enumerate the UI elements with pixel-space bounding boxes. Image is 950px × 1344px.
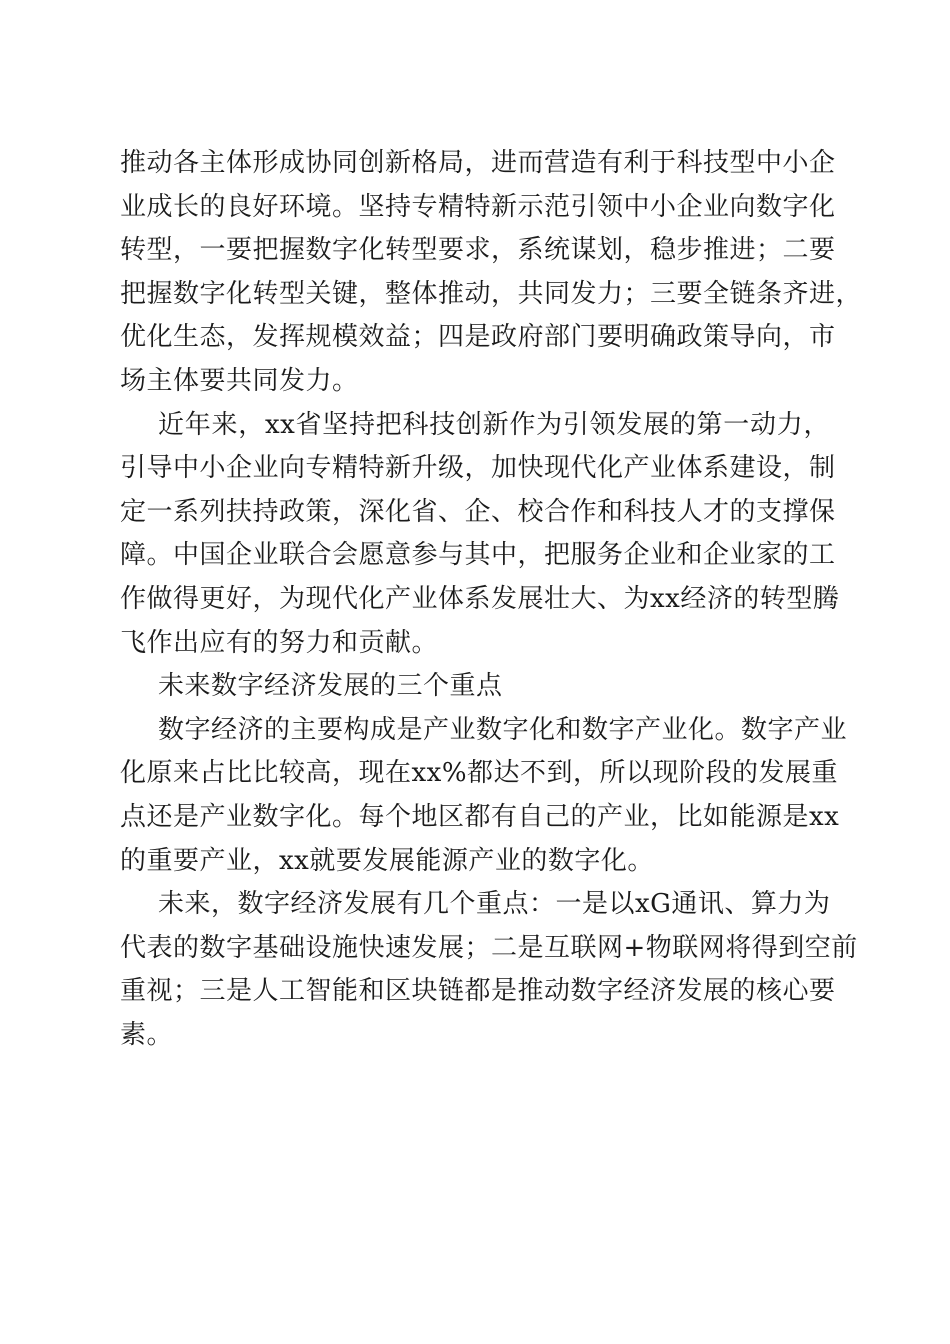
text-line: 重视；三是人工智能和区块链都是推动数字经济发展的核心要: [120, 976, 836, 1007]
text-line: 的重要产业，xx就要发展能源产业的数字化。: [120, 845, 654, 876]
text-line: 转型，一要把握数字化转型要求，系统谋划，稳步推进；二要: [120, 235, 836, 266]
text-line: 引导中小企业向专精特新升级，加快现代化产业体系建设，制: [120, 453, 836, 484]
section-heading: [120, 665, 830, 709]
text-line: 近年来，xx省坚持把科技创新作为引领发展的第一动力，: [158, 409, 830, 440]
document-body: [120, 142, 863, 1057]
paragraph-4: [120, 883, 858, 1057]
text-line: 场主体要共同发力。: [120, 365, 359, 396]
text-line: 障。中国企业联合会愿意参与其中，把服务企业和企业家的工: [120, 540, 836, 571]
paragraph-2: [120, 404, 840, 666]
text-line: 化原来占比比较高，现在xx%都达不到，所以现阶段的发展重: [120, 758, 839, 789]
text-line: 未来，数字经济发展有几个重点：一是以xG通讯、算力为: [158, 889, 831, 920]
text-line: 代表的数字基础设施快速发展；二是互联网+物联网将得到空前: [120, 932, 858, 963]
heading-text: 未来数字经济发展的三个重点: [158, 671, 503, 702]
text-line: 推动各主体形成协同创新格局，进而营造有利于科技型中小企: [120, 148, 836, 178]
text-line: 作做得更好，为现代化产业体系发展壮大、为xx经济的转型腾: [120, 583, 840, 614]
text-line: 素。: [120, 1019, 174, 1050]
text-line: 业成长的良好环境。坚持专精特新示范引领中小企业向数字化: [120, 191, 836, 222]
text-line: 优化生态，发挥规模效益；四是政府部门要明确政策导向，市: [120, 322, 836, 353]
text-line: 点还是产业数字化。每个地区都有自己的产业，比如能源是xx: [120, 801, 840, 832]
paragraph-3: [120, 709, 848, 883]
text-line: 定一系列扶持政策，深化省、企、校合作和科技人才的支撑保: [120, 496, 836, 527]
text-line: 飞作出应有的努力和贡献。: [120, 627, 439, 658]
text-line: 数字经济的主要构成是产业数字化和数字产业化。数字产业: [158, 714, 848, 745]
text-line: 把握数字化转型关键，整体推动，共同发力；三要全链条齐进，: [120, 278, 863, 309]
paragraph-1: [120, 142, 863, 404]
